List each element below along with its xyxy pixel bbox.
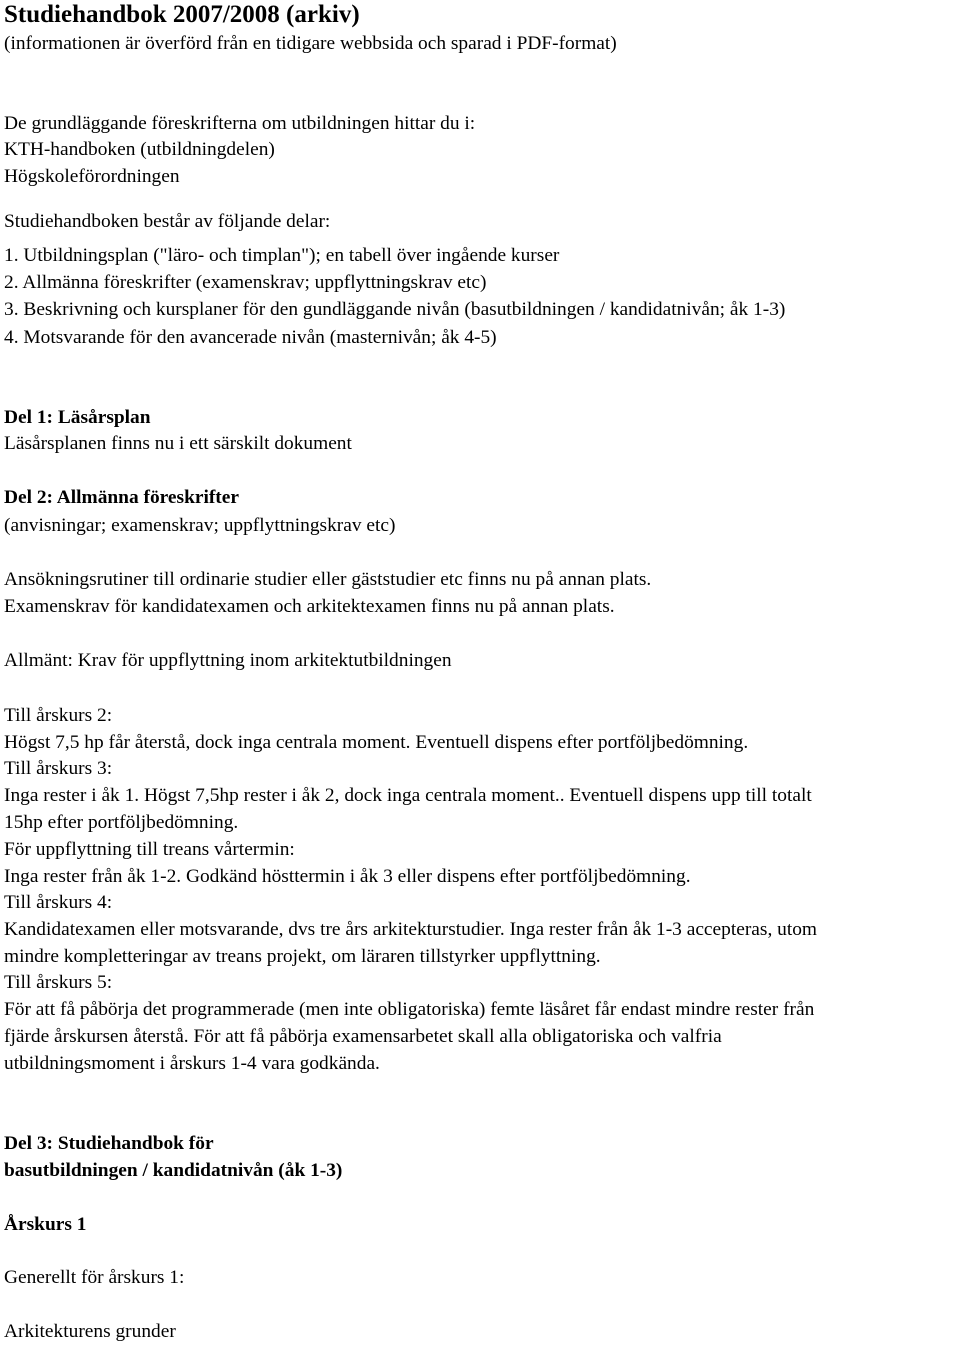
rule-line: Till årskurs 5: bbox=[4, 972, 113, 993]
rule-line: För uppflyttning till treans vårtermin: bbox=[4, 839, 295, 860]
rule-line: Inga rester i åk 1. Högst 7,5hp rester i åk 2, dock inga centrala moment.. Eventuell dispens upp till totalt bbox=[4, 785, 812, 806]
del2-notice-exam: Examenskrav för kandidatexamen och arkitektexamen finns nu på annan plats. bbox=[4, 596, 615, 617]
del1-heading: Del 1: Läsårsplan bbox=[4, 407, 151, 428]
rule-line: fjärde årskursen återstå. För att få påbörja examensarbetet skall alla obligatoriska och valfria bbox=[4, 1026, 722, 1047]
intro-lead: De grundläggande föreskrifterna om utbildningen hittar du i: bbox=[4, 113, 476, 134]
rule-line: mindre kompletteringar av treans projekt, om läraren tillstyrker uppflyttning. bbox=[4, 946, 601, 967]
course-title: Arkitekturens grunder bbox=[4, 1321, 176, 1342]
del1-text: Läsårsplanen finns nu i ett särskilt dokument bbox=[4, 433, 352, 454]
del3-heading-line1: Del 3: Studiehandbok för bbox=[4, 1133, 214, 1154]
page-subtitle: (informationen är överförd från en tidigare webbsida och sparad i PDF-format) bbox=[4, 33, 617, 54]
rule-line: Högst 7,5 hp får återstå, dock inga centrala moment. Eventuell dispens efter portföljbedömning. bbox=[4, 732, 749, 753]
rule-line: 15hp efter portföljbedömning. bbox=[4, 812, 239, 833]
rule-line: utbildningsmoment i årskurs 1-4 vara godkända. bbox=[4, 1053, 380, 1074]
del2-heading: Del 2: Allmänna föreskrifter bbox=[4, 487, 239, 508]
del3-heading-line2: basutbildningen / kandidatnivån (åk 1-3) bbox=[4, 1160, 343, 1181]
part-item-3[interactable]: 3. Beskrivning och kursplaner för den gundläggande nivån (basutbildningen / kandidatnivån; åk 1-3) bbox=[4, 299, 786, 320]
page-title: Studiehandbok 2007/2008 (arkiv) bbox=[4, 1, 360, 28]
del2-subheading: (anvisningar; examenskrav; uppflyttningskrav etc) bbox=[4, 515, 396, 536]
del2-notice-application: Ansökningsrutiner till ordinarie studier eller gäststudier etc finns nu på annan plats. bbox=[4, 569, 652, 590]
part-item-2[interactable]: 2. Allmänna föreskrifter (examenskrav; uppflyttningskrav etc) bbox=[4, 272, 487, 293]
rule-line: Inga rester från åk 1-2. Godkänd hösttermin i åk 3 eller dispens efter portföljbedömning. bbox=[4, 866, 691, 887]
del2-general-heading: Allmänt: Krav för uppflyttning inom arkitektutbildningen bbox=[4, 650, 452, 671]
link-kth-handboken[interactable]: KTH-handboken (utbildningdelen) bbox=[4, 139, 275, 160]
rule-line: För att få påbörja det programmerade (men inte obligatoriska) femte läsåret får endast mindre rester från bbox=[4, 999, 815, 1020]
part-item-4[interactable]: 4. Motsvarande för den avancerade nivån (masternivån; åk 4-5) bbox=[4, 327, 497, 348]
rule-line: Till årskurs 4: bbox=[4, 892, 113, 913]
rule-line: Till årskurs 2: bbox=[4, 705, 113, 726]
rule-line: Till årskurs 3: bbox=[4, 758, 113, 779]
year-heading: Årskurs 1 bbox=[4, 1214, 87, 1235]
part-item-1[interactable]: 1. Utbildningsplan ("läro- och timplan"); en tabell över ingående kurser bbox=[4, 245, 560, 266]
parts-lead: Studiehandboken består av följande delar: bbox=[4, 211, 331, 232]
year-general: Generellt för årskurs 1: bbox=[4, 1267, 185, 1288]
rule-line: Kandidatexamen eller motsvarande, dvs tre års arkitekturstudier. Inga rester från åk 1-3 accepteras, utom bbox=[4, 919, 817, 940]
link-hogskoleforordningen[interactable]: Högskoleförordningen bbox=[4, 166, 180, 187]
